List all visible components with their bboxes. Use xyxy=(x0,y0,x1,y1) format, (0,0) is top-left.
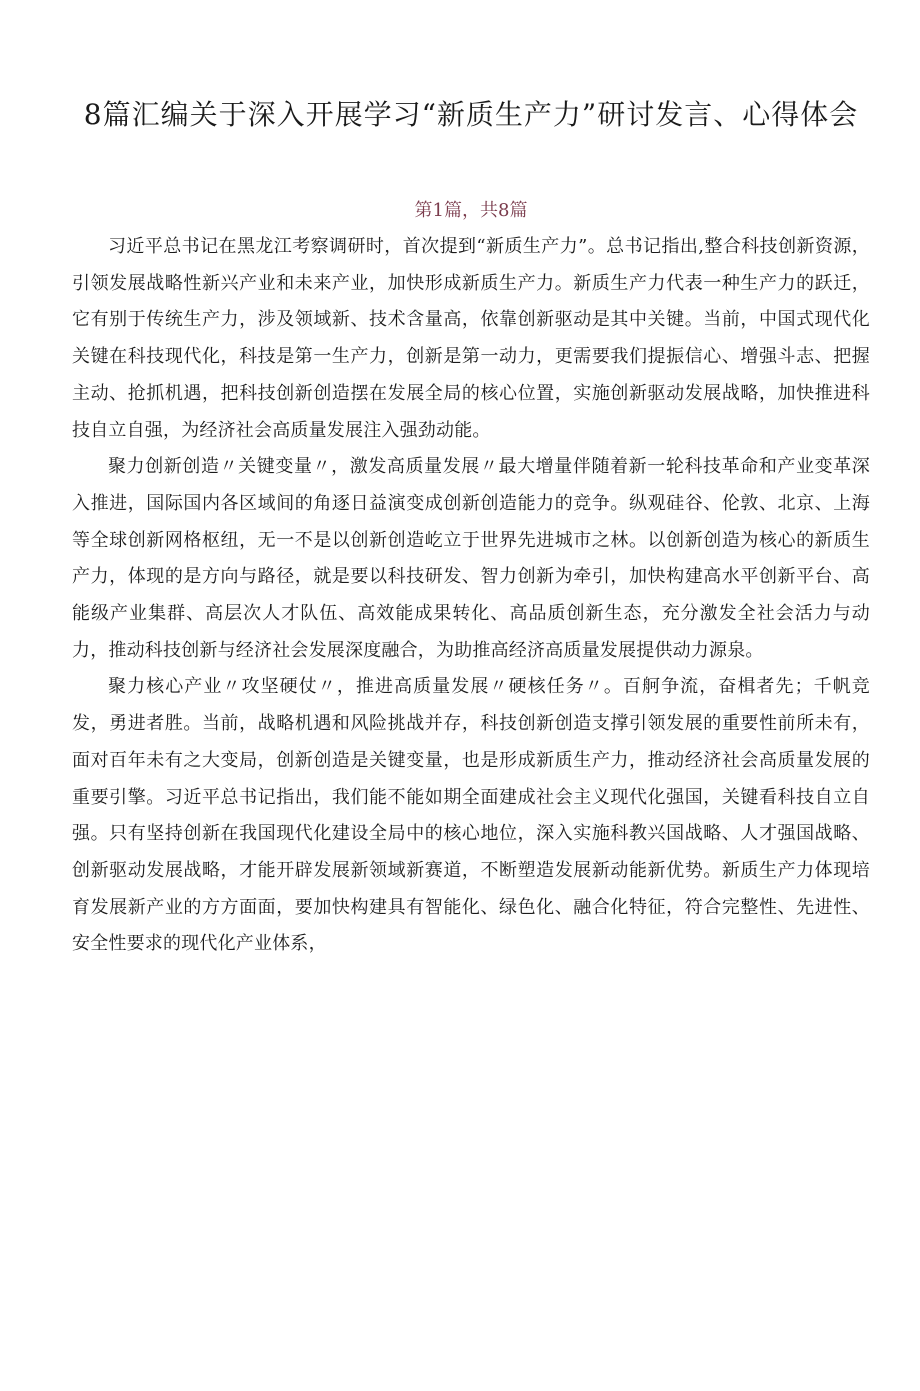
paragraph-2: 聚力创新创造〃关键变量〃，激发高质量发展〃最大增量伴随着新一轮科技革命和产业变革深入推进，国际国内各区域间的角逐日益演变成创新创造能力的竞争。纵观硅谷、伦敦、北京、上海等全球创新网格枢纽，无一不是以创新创造屹立于世界先进城市之林。以创新创造为核心的新质生产力，体现的是方向与路径，就是要以科技研发、智力创新为牵引，加快构建高水平创新平台、高能级产业集群、高层次人才队伍、高效能成果转化、高品质创新生态，充分激发全社会活力与动力，推动科技创新与经济社会发展深度融合，为助推高经济高质量发展提供动力源泉。 xyxy=(72,456,870,661)
section-heading: 第1篇，共8篇 xyxy=(414,200,528,221)
paragraph-1: 习近平总书记在黑龙江考察调研时，首次提到“新质生产力”。总书记指出,整合科技创新资源，引领发展战略性新兴产业和未来产业，加快形成新质生产力。新质生产力代表一种生产力的跃迁，它有别于传统生产力，涉及领域新、技术含量高，依靠创新驱动是其中关键。当前，中国式现代化关键在科技现代化，科技是第一生产力，创新是第一动力，更需要我们提振信心、增强斗志、把握主动、抢抓机遇，把科技创新创造摆在发展全局的核心位置，实施创新驱动发展战略，加快推进科技自立自强，为经济社会高质量发展注入强劲动能。 xyxy=(72,236,870,441)
document-page xyxy=(0,90,920,1391)
document-body xyxy=(72,229,870,963)
document-title: 8篇汇编关于深入开展学习“新质生产力”研讨发言、心得体会 xyxy=(83,98,859,131)
paragraph-3: 聚力核心产业〃攻坚硬仗〃，推进高质量发展〃硬核任务〃。百舸争流，奋楫者先；千帆竞发，勇进者胜。当前，战略机遇和风险挑战并存，科技创新创造支撑引领发展的重要性前所未有，面对百年未有之大变局，创新创造是关键变量，也是形成新质生产力，推动经济社会高质量发展的重要引擎。习近平总书记指出，我们能不能如期全面建成社会主义现代化强国，关键看科技自立自强。只有坚持创新在我国现代化建设全局中的核心地位，深入实施科教兴国战略、人才强国战略、创新驱动发展战略，才能开辟发展新领域新赛道，不断塑造发展新动能新优势。新质生产力体现培育发展新产业的方方面面，要加快构建具有智能化、绿色化、融合化特征，符合完整性、先进性、安全性要求的现代化产业体系， xyxy=(72,676,870,955)
